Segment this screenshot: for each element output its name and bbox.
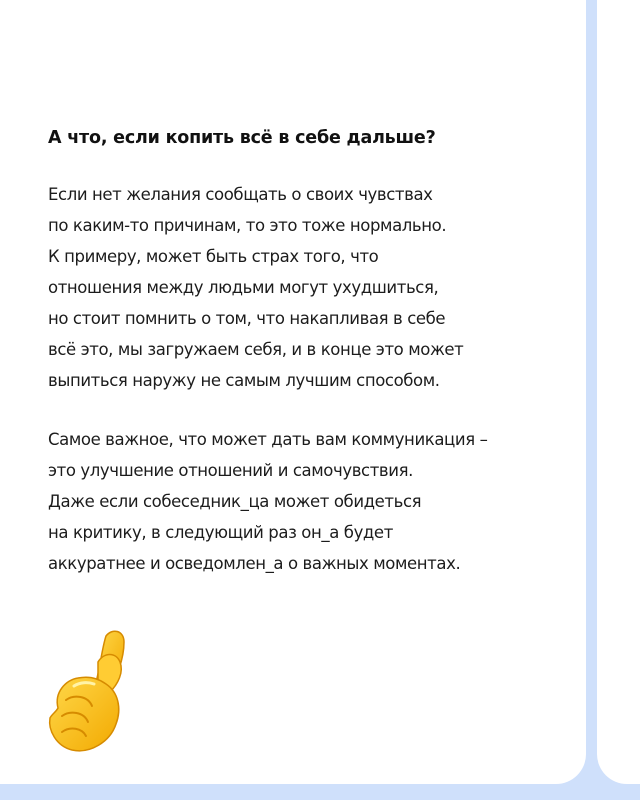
hand-with-index-finger-and-thumb-crossed-icon <box>40 622 150 762</box>
paragraph-1 <box>48 179 463 396</box>
paragraph-2 <box>48 424 487 579</box>
paragraph-1-line: по каким-то причинам, то это тоже нормально. <box>48 216 447 235</box>
paragraph-2-line: аккуратнее и осведомлен_а о важных моментах. <box>48 554 461 573</box>
paragraph-2-line: на критику, в следующий раз он_а будет <box>48 523 393 542</box>
paragraph-2-line: Самое важное, что может дать вам коммуникация – <box>48 430 488 449</box>
paragraph-1-line: К примеру, может быть страх того, что <box>48 247 379 266</box>
paragraph-1-line: отношения между людьми могут ухудшиться, <box>48 278 439 297</box>
paragraph-1-line: всё это, мы загружаем себя, и в конце это может <box>48 340 464 359</box>
paragraph-1-line: Если нет желания сообщать о своих чувствах <box>48 185 433 204</box>
next-card-edge <box>597 0 640 784</box>
paragraph-1-line: выпиться наружу не самым лучшим способом. <box>48 371 440 390</box>
post-heading: А что, если копить всё в себе дальше? <box>48 128 436 148</box>
paragraph-2-line: Даже если собеседник_ца может обидеться <box>48 492 422 511</box>
paragraph-1-line: но стоит помнить о том, что накапливая в себе <box>48 309 446 328</box>
paragraph-2-line: это улучшение отношений и самочувствия. <box>48 461 413 480</box>
bottom-background-strip <box>0 784 640 800</box>
